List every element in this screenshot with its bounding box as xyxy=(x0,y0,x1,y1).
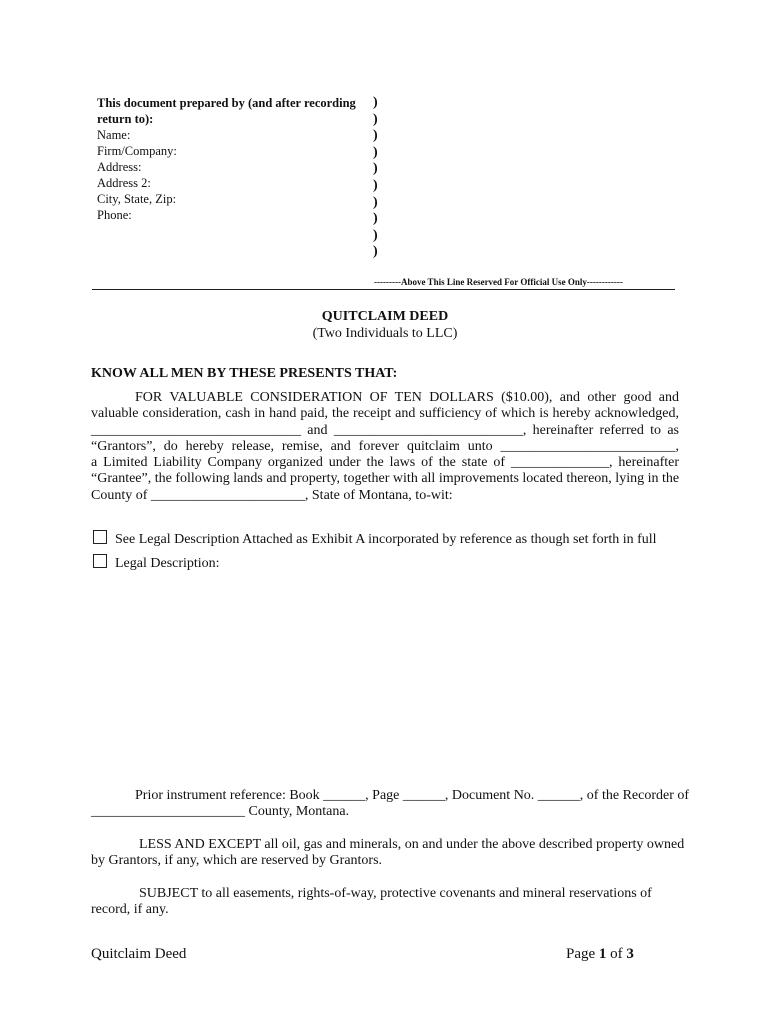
option-legal-description[interactable] xyxy=(93,554,220,572)
consideration-line: ______________________________ and ___________________________, hereinafter referred to as xyxy=(91,422,679,438)
parenthesis-column xyxy=(373,95,378,261)
paren: ) xyxy=(373,244,378,260)
prior-instrument-line: Prior instrument reference: Book ______, Page ______, Document No. ______, of the Recorder of xyxy=(135,788,690,803)
consideration-line: County of ______________________, State of Montana, to-wit: xyxy=(91,487,453,503)
prior-instrument-line: ______________________ County, Montana. xyxy=(91,804,350,820)
field-phone: Phone: xyxy=(97,208,132,222)
page-label: Page xyxy=(566,946,599,962)
subject-line: SUBJECT to all easements, rights-of-way, protective covenants and mineral reservations of xyxy=(139,886,652,901)
preparer-block xyxy=(97,95,356,223)
know-all-men-heading: KNOW ALL MEN BY THESE PRESENTS THAT: xyxy=(91,366,398,381)
consideration-line: FOR VALUABLE CONSIDERATION OF TEN DOLLARS ($10.00), and other good and xyxy=(135,390,679,405)
field-address: Address: xyxy=(97,160,142,174)
document-title: QUITCLAIM DEED xyxy=(321,309,449,324)
footer-page-number xyxy=(566,946,634,963)
paren: ) xyxy=(373,111,378,127)
option-label: Legal Description: xyxy=(115,556,220,571)
paren: ) xyxy=(373,144,378,160)
paren: ) xyxy=(373,161,378,177)
field-city-state-zip: City, State, Zip: xyxy=(97,192,177,206)
divider-rule xyxy=(92,289,675,290)
reserved-line-label: ---------Above This Line Reserved For Official Use Only------------ xyxy=(374,277,623,287)
preparer-heading-line2: return to): xyxy=(97,112,154,126)
footer-document-name: Quitclaim Deed xyxy=(91,946,187,962)
document-subtitle: (Two Individuals to LLC) xyxy=(312,326,458,341)
option-exhibit-a[interactable] xyxy=(93,530,657,548)
page-total: 3 xyxy=(626,946,634,962)
preparer-heading-line1: This document prepared by (and after recording xyxy=(97,96,356,110)
checkbox[interactable] xyxy=(93,530,107,544)
page-current: 1 xyxy=(598,946,607,962)
paren: ) xyxy=(373,177,378,193)
paren: ) xyxy=(373,95,378,110)
less-except-line: LESS AND EXCEPT all oil, gas and minerals, on and under the above described property owned xyxy=(139,837,685,852)
field-name: Name: xyxy=(97,128,131,142)
prior-instrument-paragraph xyxy=(91,788,690,821)
paren: ) xyxy=(373,211,378,227)
paren: ) xyxy=(373,227,378,243)
consideration-line: valuable consideration, cash in hand paid, the receipt and sufficiency of which is hereby acknowledged, xyxy=(91,406,679,422)
less-except-line: by Grantors, if any, which are reserved by Grantors. xyxy=(91,853,383,869)
subject-to-paragraph xyxy=(91,886,679,919)
consideration-line: “Grantors”, do hereby release, remise, and forever quitclaim unto _________________________, xyxy=(91,438,679,454)
field-firm-company: Firm/Company: xyxy=(97,144,177,158)
paren: ) xyxy=(373,194,378,210)
consideration-line: “Grantee”, the following lands and property, together with all improvements located thereon, lying in the xyxy=(91,471,680,487)
of-label: of xyxy=(606,946,627,962)
field-address-2: Address 2: xyxy=(97,176,151,190)
consideration-paragraph xyxy=(91,390,679,504)
consideration-line: a Limited Liability Company organized under the laws of the state of ______________, hereinafter xyxy=(91,455,679,471)
paren: ) xyxy=(373,128,378,144)
less-and-except-paragraph xyxy=(91,837,685,870)
checkbox[interactable] xyxy=(93,554,107,568)
option-label: See Legal Description Attached as Exhibit A incorporated by reference as though set forth in full xyxy=(115,532,657,547)
subject-line: record, if any. xyxy=(91,902,169,918)
